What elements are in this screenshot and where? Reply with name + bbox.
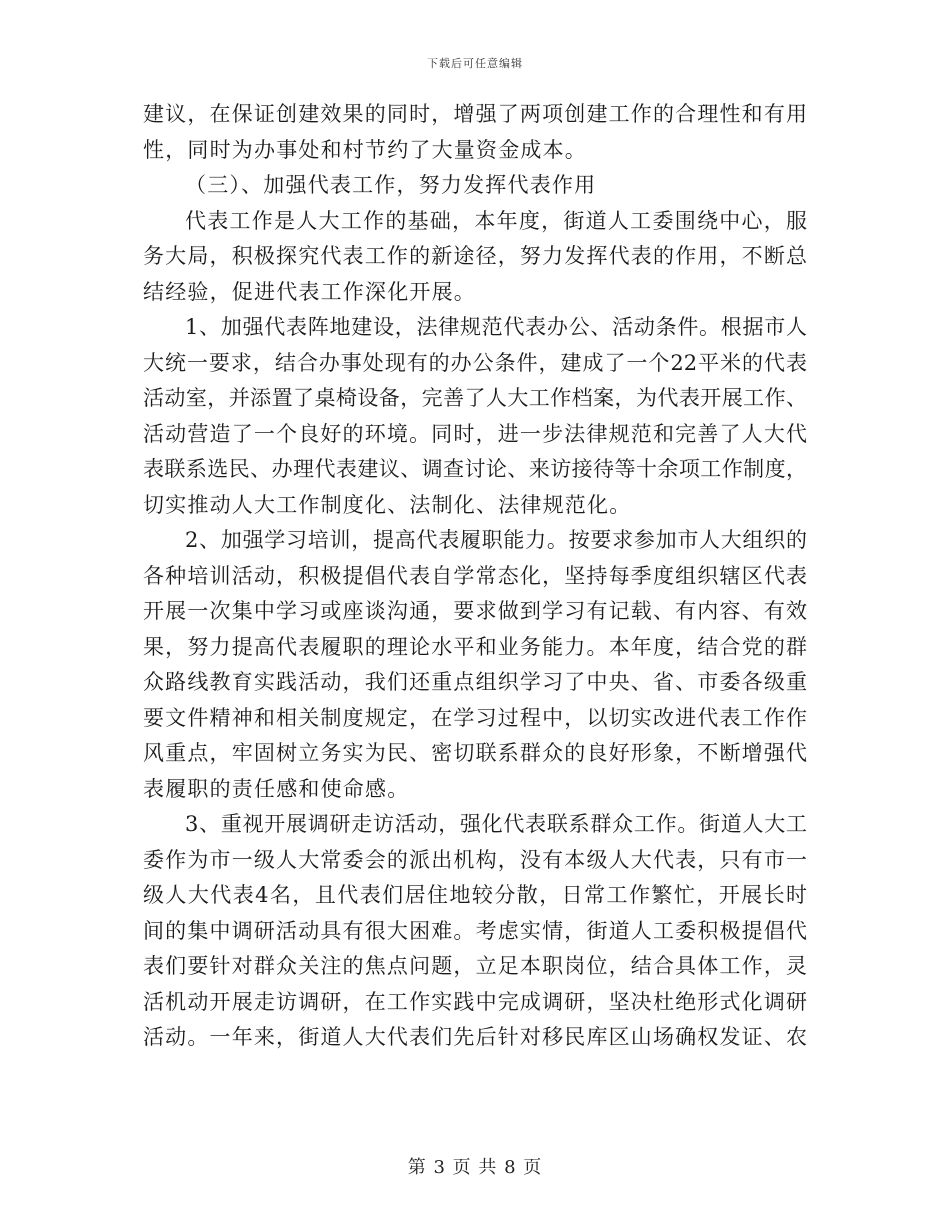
text-line: 1、加强代表阵地建设，法律规范代表办公、活动条件。根据市人 [185,315,807,339]
text-line: 切实推动人大工作制度化、法制化、法律规范化。 [143,492,632,517]
text-line: 风重点，牢固树立务实为民、密切联系群众的良好形象，不断增强代 [143,741,807,765]
text-line: 级人大代表4名，且代表们居住地较分散，日常工作繁忙，开展长时 [143,883,807,907]
page-number: 第 3 页 共 8 页 [407,1157,543,1178]
text-line: 活动室，并添置了桌椅设备，完善了人大工作档案，为代表开展工作、 [143,386,807,410]
text-line: 表们要针对群众关注的焦点问题，立足本职岗位，结合具体工作，灵 [143,954,807,978]
text-line: 要文件精神和相关制度规定，在学习过程中，以切实改进代表工作作 [143,705,807,730]
text-line: 性，同时为办事处和村节约了大量资金成本。 [143,137,587,162]
text-line: （三）、加强代表工作，努力发挥代表作用 [185,173,597,197]
text-line: 活动。一年来，街道人大代表们先后针对移民库区山场确权发证、农 [143,1025,807,1049]
text-line: 2、加强学习培训，提高代表履职能力。按要求参加市人大组织的 [185,528,807,552]
text-line: 建议，在保证创建效果的同时，增强了两项创建工作的合理性和有用 [143,102,807,126]
text-line: 委作为市一级人大常委会的派出机构，没有本级人大代表，只有市一 [143,847,807,872]
document-body [143,97,807,1056]
text-line: 果，努力提高代表履职的理论水平和业务能力。本年度，结合党的群 [143,634,807,659]
text-line: 开展一次集中学习或座谈沟通，要求做到学习有记载、有内容、有效 [143,599,807,623]
page-header: 下载后可任意编辑 [427,57,523,70]
text-line: 表履职的责任感和使命感。 [143,776,410,801]
text-line: 活动营造了一个良好的环境。同时，进一步法律规范和完善了人大代 [143,421,807,446]
text-line: 结经验，促进代表工作深化开展。 [143,279,476,304]
text-line: 众路线教育实践活动，我们还重点组织学习了中央、省、市委各级重 [143,670,807,694]
text-line: 大统一要求，结合办事处现有的办公条件，建成了一个22平米的代表 [143,350,807,375]
text-line: 活机动开展走访调研，在工作实践中完成调研，坚决杜绝形式化调研 [143,989,807,1014]
text-line: 务大局，积极探究代表工作的新途径，努力发挥代表的作用，不断总 [143,244,807,268]
text-line: 表联系选民、办理代表建议、调查讨论、来访接待等十余项工作制度， [143,457,807,481]
text-line: 间的集中调研活动具有很大困难。考虑实情，街道人工委积极提倡代 [143,918,807,943]
text-line: 各种培训活动，积极提倡代表自学常态化，坚持每季度组织辖区代表 [143,563,807,588]
text-line: 代表工作是人大工作的基础，本年度，街道人工委围绕中心，服 [185,208,807,233]
text-line: 3、重视开展调研走访活动，强化代表联系群众工作。街道人大工 [185,812,807,836]
